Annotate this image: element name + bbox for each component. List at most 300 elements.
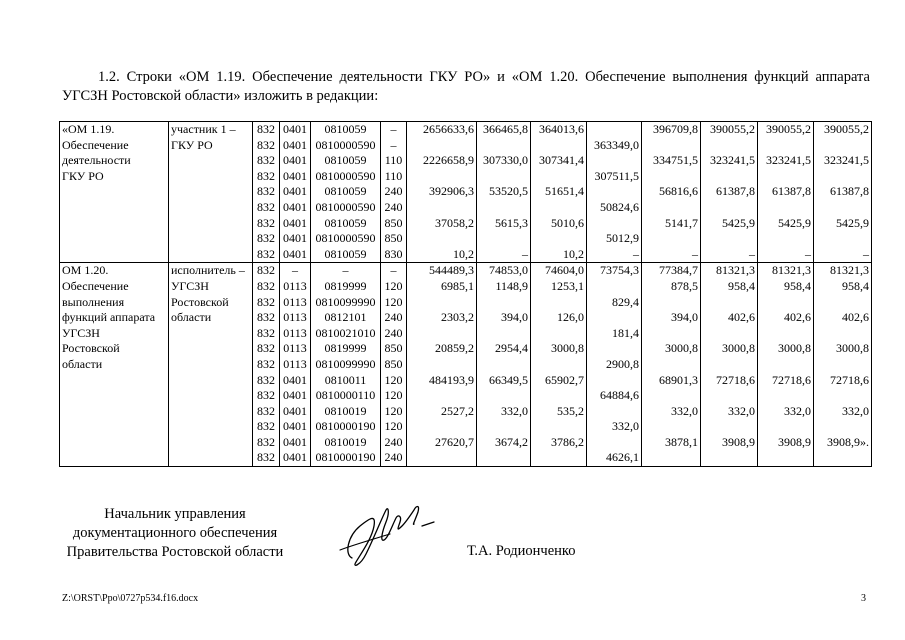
cell-value: 2527,2 — [441, 403, 474, 418]
cell-value: 3908,9 — [722, 434, 755, 449]
cell-value: 394,0 — [671, 310, 698, 325]
cell-value: 81321,3 — [716, 263, 755, 278]
cell-value: 0401 — [283, 450, 307, 465]
cell-value: 0810099990 — [315, 294, 376, 309]
column-y3 — [587, 122, 642, 263]
signatory-title-line: документационного обеспечения — [72, 525, 278, 541]
cell-value — [589, 122, 639, 138]
cell-value: 120 — [384, 294, 403, 309]
cell-value: 850 — [384, 341, 403, 356]
cell-value: 120 — [384, 372, 403, 387]
column-grbs — [253, 122, 280, 263]
cell-value: 0819999 — [324, 278, 367, 293]
cell-value: 0810000590 — [315, 168, 376, 183]
cell-value: 4626,1 — [606, 450, 639, 465]
cell-value — [533, 450, 584, 466]
cell-value — [589, 373, 639, 389]
cell-value: 0113 — [283, 310, 307, 325]
cell-value — [479, 419, 528, 435]
cell-value — [589, 216, 639, 232]
cell-value — [703, 138, 755, 154]
column-vr — [381, 122, 407, 263]
cell-value: 0401 — [283, 199, 307, 214]
cell-value: – — [692, 246, 698, 261]
responsible-line: Ростовской — [171, 294, 229, 309]
cell-value — [589, 404, 639, 420]
handwritten-signature — [330, 496, 450, 576]
measure-name-cell — [60, 263, 169, 467]
cell-value: 51651,4 — [545, 184, 584, 199]
measure-name-line: Ростовской — [62, 341, 120, 356]
cell-value: 332,0 — [728, 403, 755, 418]
cell-value: 0401 — [283, 434, 307, 449]
measure-name-line: области — [62, 356, 103, 371]
responsible-line: ГКУ РО — [171, 137, 213, 152]
cell-value: 332,0 — [612, 419, 639, 434]
cell-value: – — [863, 246, 869, 261]
cell-value: 363349,0 — [594, 137, 639, 152]
cell-value — [409, 450, 474, 466]
cell-value — [816, 138, 869, 154]
cell-value: 832 — [257, 137, 275, 152]
cell-value: 832 — [257, 325, 275, 340]
cell-value — [760, 295, 811, 311]
signatory-title-line: Правительства Ростовской области — [66, 544, 284, 560]
cell-value — [533, 231, 584, 247]
cell-value: 3000,8 — [551, 341, 584, 356]
cell-value — [760, 326, 811, 342]
cell-value: 829,4 — [612, 294, 639, 309]
cell-value — [703, 357, 755, 373]
cell-value: 0401 — [283, 137, 307, 152]
cell-value: 832 — [257, 356, 275, 371]
cell-value: 0401 — [283, 419, 307, 434]
cell-value: 56816,6 — [659, 184, 698, 199]
cell-value: 832 — [257, 294, 275, 309]
cell-value — [479, 450, 528, 466]
cell-value: 832 — [257, 263, 275, 278]
cell-value: 72718,6 — [772, 372, 811, 387]
cell-value — [644, 169, 698, 185]
cell-value: 240 — [384, 199, 403, 214]
cell-value — [644, 450, 698, 466]
measure-name-line: Обеспечение — [62, 278, 129, 293]
column-y2 — [531, 122, 587, 263]
cell-value — [760, 200, 811, 216]
cell-value: 2656633,6 — [423, 122, 474, 136]
budget-table — [59, 121, 872, 467]
cell-value: 5615,3 — [495, 215, 528, 230]
cell-value: 832 — [257, 310, 275, 325]
cell-value — [589, 153, 639, 169]
cell-value: 390055,2 — [766, 122, 811, 136]
cell-value — [703, 295, 755, 311]
cell-value: 3000,8 — [836, 341, 869, 356]
cell-value: 832 — [257, 278, 275, 293]
cell-value: 3908,9 — [778, 434, 811, 449]
cell-value: 832 — [257, 434, 275, 449]
cell-value — [533, 169, 584, 185]
cell-value — [479, 200, 528, 216]
cell-value: – — [805, 246, 811, 261]
cell-value — [760, 450, 811, 466]
cell-value — [533, 326, 584, 342]
cell-value — [760, 138, 811, 154]
column-y4 — [642, 263, 701, 467]
cell-value: – — [522, 246, 528, 261]
cell-value: 0810000590 — [315, 199, 376, 214]
column-y5 — [701, 263, 758, 467]
cell-value — [533, 295, 584, 311]
cell-value: 0810011 — [324, 372, 367, 387]
cell-value — [409, 231, 474, 247]
cell-value — [533, 357, 584, 373]
cell-value: 0113 — [283, 325, 307, 340]
cell-value: 66349,5 — [489, 372, 528, 387]
cell-value — [409, 295, 474, 311]
cell-value: 832 — [257, 403, 275, 418]
cell-value: 3878,1 — [665, 434, 698, 449]
cell-value: 332,0 — [842, 403, 869, 418]
cell-value: 120 — [384, 278, 403, 293]
cell-value: 958,4 — [784, 278, 811, 293]
cell-value: 0401 — [283, 184, 307, 199]
cell-value — [816, 388, 869, 404]
column-y7 — [814, 263, 872, 467]
cell-value: 0810059 — [324, 246, 367, 261]
cell-value: 832 — [257, 388, 275, 403]
cell-value — [816, 450, 869, 466]
cell-value: 850 — [384, 215, 403, 230]
cell-value: 5141,7 — [665, 215, 698, 230]
cell-value — [409, 357, 474, 373]
cell-value: 5425,9 — [836, 215, 869, 230]
column-y2 — [531, 263, 587, 467]
column-rzpr — [280, 122, 311, 263]
cell-value: 958,4 — [842, 278, 869, 293]
table-group-row — [60, 122, 872, 263]
cell-value — [409, 200, 474, 216]
cell-value — [816, 169, 869, 185]
cell-value — [703, 231, 755, 247]
cell-value: 61387,8 — [716, 184, 755, 199]
cell-value — [703, 169, 755, 185]
cell-value: 0810000590 — [315, 137, 376, 152]
responsible-cell — [169, 263, 253, 467]
cell-value: 126,0 — [557, 310, 584, 325]
cell-value: 323241,5 — [824, 153, 869, 168]
cell-value — [816, 231, 869, 247]
cell-value: 68901,3 — [659, 372, 698, 387]
cell-value: 390055,2 — [824, 122, 869, 136]
cell-value — [644, 326, 698, 342]
column-vr — [381, 263, 407, 467]
column-y5 — [701, 122, 758, 263]
cell-value — [703, 419, 755, 435]
column-grbs — [253, 263, 280, 467]
cell-value: 10,2 — [453, 246, 474, 261]
cell-value: 120 — [384, 403, 403, 418]
cell-value: 832 — [257, 419, 275, 434]
cell-value: 850 — [384, 231, 403, 246]
cell-value: 0401 — [283, 122, 307, 136]
cell-value: 37058,2 — [435, 215, 474, 230]
intro-text: 1.2. Строки «ОМ 1.19. Обеспечение деятельности ГКУ РО» и «ОМ 1.20. Обеспечение выполнения функций аппарата УГСЗН Ростовской области» изложить в редакции: — [62, 69, 870, 104]
cell-value — [589, 279, 639, 295]
cell-value: 0810099990 — [315, 356, 376, 371]
column-rzpr — [280, 263, 311, 467]
intro-paragraph — [62, 68, 870, 106]
cell-value: 402,6 — [728, 310, 755, 325]
cell-value: 392906,3 — [429, 184, 474, 199]
cell-value: 0810000190 — [315, 419, 376, 434]
cell-value: 74604,0 — [545, 263, 584, 278]
cell-value — [479, 231, 528, 247]
cell-value: 0810059 — [324, 122, 367, 136]
cell-value: 0810000190 — [315, 450, 376, 465]
cell-value — [479, 357, 528, 373]
cell-value: 5425,9 — [778, 215, 811, 230]
cell-value: 240 — [384, 434, 403, 449]
cell-value: 0113 — [283, 341, 307, 356]
cell-value: – — [390, 137, 397, 152]
cell-value: – — [749, 246, 755, 261]
cell-value: 0810019 — [324, 403, 367, 418]
cell-value — [533, 419, 584, 435]
cell-value: 307341,4 — [539, 153, 584, 168]
cell-value: 77384,7 — [659, 263, 698, 278]
cell-value: 323241,5 — [766, 153, 811, 168]
cell-value: 0810019 — [324, 434, 367, 449]
cell-value — [479, 295, 528, 311]
cell-value — [589, 435, 639, 451]
cell-value: 832 — [257, 215, 275, 230]
cell-value: 332,0 — [671, 403, 698, 418]
cell-value: 5012,9 — [606, 231, 639, 246]
cell-value — [644, 200, 698, 216]
cell-value — [533, 388, 584, 404]
cell-value — [479, 326, 528, 342]
cell-value — [409, 138, 474, 154]
cell-value — [644, 295, 698, 311]
column-y3 — [587, 263, 642, 467]
column-y6 — [758, 122, 814, 263]
cell-value: 878,5 — [671, 278, 698, 293]
cell-value: 0810000110 — [315, 388, 376, 403]
cell-value: 0810059 — [324, 184, 367, 199]
cell-value: 0812101 — [324, 310, 367, 325]
responsible-line: участник 1 – — [171, 122, 236, 136]
cell-value: 0401 — [283, 372, 307, 387]
cell-value: 0113 — [283, 356, 307, 371]
cell-value: 0819999 — [324, 341, 367, 356]
cell-value — [703, 450, 755, 466]
cell-value: 832 — [257, 231, 275, 246]
cell-value: 1253,1 — [551, 278, 584, 293]
cell-value: 181,4 — [612, 325, 639, 340]
cell-value: 0401 — [283, 153, 307, 168]
cell-value: 6985,1 — [441, 278, 474, 293]
cell-value: 0401 — [283, 168, 307, 183]
cell-value: 0810059 — [324, 153, 367, 168]
column-y7 — [814, 122, 872, 263]
cell-value: 832 — [257, 246, 275, 261]
cell-value — [409, 419, 474, 435]
footer-file-path: Z:\ORST\Ppo\0727p534.f16.docx — [62, 593, 199, 604]
cell-value — [760, 419, 811, 435]
cell-value: – — [292, 263, 298, 278]
cell-value: 2900,8 — [606, 356, 639, 371]
cell-value — [479, 169, 528, 185]
table-group-row — [60, 263, 872, 467]
cell-value — [703, 200, 755, 216]
cell-value: – — [390, 122, 397, 136]
cell-value: 332,0 — [501, 403, 528, 418]
column-csr — [311, 122, 381, 263]
cell-value: 0113 — [283, 294, 307, 309]
measure-name-line: Обеспечение — [62, 137, 129, 152]
cell-value — [816, 419, 869, 435]
cell-value — [816, 200, 869, 216]
cell-value — [479, 388, 528, 404]
cell-value — [703, 326, 755, 342]
cell-value: 402,6 — [784, 310, 811, 325]
measure-name-line: деятельности — [62, 153, 131, 168]
column-total — [407, 263, 477, 467]
cell-value: 0401 — [283, 246, 307, 261]
cell-value: 74853,0 — [489, 263, 528, 278]
cell-value: 832 — [257, 153, 275, 168]
column-y4 — [642, 122, 701, 263]
cell-value: 307330,0 — [483, 153, 528, 168]
column-csr — [311, 263, 381, 467]
cell-value — [644, 388, 698, 404]
cell-value: 332,0 — [784, 403, 811, 418]
cell-value: 27620,7 — [435, 434, 474, 449]
cell-value — [760, 357, 811, 373]
cell-value — [409, 326, 474, 342]
cell-value — [409, 388, 474, 404]
cell-value: 850 — [384, 356, 403, 371]
cell-value: 832 — [257, 122, 275, 136]
cell-value — [760, 231, 811, 247]
cell-value — [703, 388, 755, 404]
cell-value: 0401 — [283, 231, 307, 246]
cell-value: 832 — [257, 184, 275, 199]
cell-value — [589, 184, 639, 200]
page-number: 3 — [861, 593, 866, 604]
cell-value: 53520,5 — [489, 184, 528, 199]
cell-value — [644, 357, 698, 373]
cell-value — [479, 138, 528, 154]
column-y6 — [758, 263, 814, 467]
measure-name-line: УГСЗН — [62, 325, 100, 340]
cell-value: 0401 — [283, 388, 307, 403]
cell-value — [644, 419, 698, 435]
cell-value: 2226658,9 — [423, 153, 474, 168]
cell-value — [644, 231, 698, 247]
cell-value: 0810059 — [324, 215, 367, 230]
cell-value: 402,6 — [842, 310, 869, 325]
cell-value: 110 — [384, 168, 403, 183]
measure-name-line: «ОМ 1.19. — [62, 122, 115, 136]
cell-value — [589, 341, 639, 357]
responsible-line: УГСЗН — [171, 278, 209, 293]
cell-value: 832 — [257, 450, 275, 465]
cell-value: 366465,8 — [483, 122, 528, 136]
measure-name-line: ОМ 1.20. — [62, 263, 109, 278]
cell-value: 307511,5 — [594, 168, 639, 183]
cell-value: 120 — [384, 388, 403, 403]
cell-value — [760, 169, 811, 185]
cell-value: 64884,6 — [600, 388, 639, 403]
cell-value: 3000,8 — [722, 341, 755, 356]
cell-value: 240 — [384, 310, 403, 325]
responsible-line: исполнитель – — [171, 263, 245, 278]
measure-name-line: выполнения — [62, 294, 125, 309]
cell-value: – — [342, 263, 349, 278]
cell-value: 120 — [384, 419, 403, 434]
cell-value: 364013,6 — [539, 122, 584, 136]
cell-value: 0113 — [283, 278, 307, 293]
responsible-line: области — [171, 310, 212, 325]
cell-value: 81321,3 — [772, 263, 811, 278]
cell-value: 830 — [384, 246, 403, 261]
cell-value: 240 — [384, 184, 403, 199]
signatory-name: Т.А. Родионченко — [467, 543, 576, 559]
cell-value — [533, 138, 584, 154]
cell-value: 832 — [257, 199, 275, 214]
cell-value: – — [390, 263, 397, 278]
cell-value: 390055,2 — [710, 122, 755, 136]
cell-value: 3674,2 — [495, 434, 528, 449]
cell-value: 72718,6 — [716, 372, 755, 387]
cell-value: 5010,6 — [551, 215, 584, 230]
measure-name-line: ГКУ РО — [62, 168, 104, 183]
cell-value: 544489,3 — [429, 263, 474, 278]
column-y1 — [477, 122, 531, 263]
cell-value: 110 — [384, 153, 403, 168]
cell-value — [816, 295, 869, 311]
cell-value: 240 — [384, 450, 403, 465]
cell-value: 81321,3 — [830, 263, 869, 278]
cell-value: 3000,8 — [778, 341, 811, 356]
cell-value: – — [633, 246, 639, 261]
cell-value: 1148,9 — [495, 278, 528, 293]
cell-value: 535,2 — [557, 403, 584, 418]
column-y1 — [477, 263, 531, 467]
cell-value: 0810021010 — [315, 325, 376, 340]
cell-value — [533, 200, 584, 216]
signatory-title — [62, 505, 288, 562]
cell-value: 323241,5 — [710, 153, 755, 168]
cell-value: 396709,8 — [653, 122, 698, 136]
cell-value: 240 — [384, 325, 403, 340]
cell-value — [816, 326, 869, 342]
cell-value — [644, 138, 698, 154]
cell-value: 2303,2 — [441, 310, 474, 325]
cell-value: 10,2 — [563, 246, 584, 261]
cell-value — [760, 388, 811, 404]
measure-name-cell — [60, 122, 169, 263]
cell-value: 394,0 — [501, 310, 528, 325]
cell-value: 3908,9». — [827, 434, 869, 449]
cell-value — [409, 169, 474, 185]
cell-value — [589, 310, 639, 326]
cell-value: 72718,6 — [830, 372, 869, 387]
cell-value: 2954,4 — [495, 341, 528, 356]
signatory-title-line: Начальник управления — [104, 506, 246, 522]
